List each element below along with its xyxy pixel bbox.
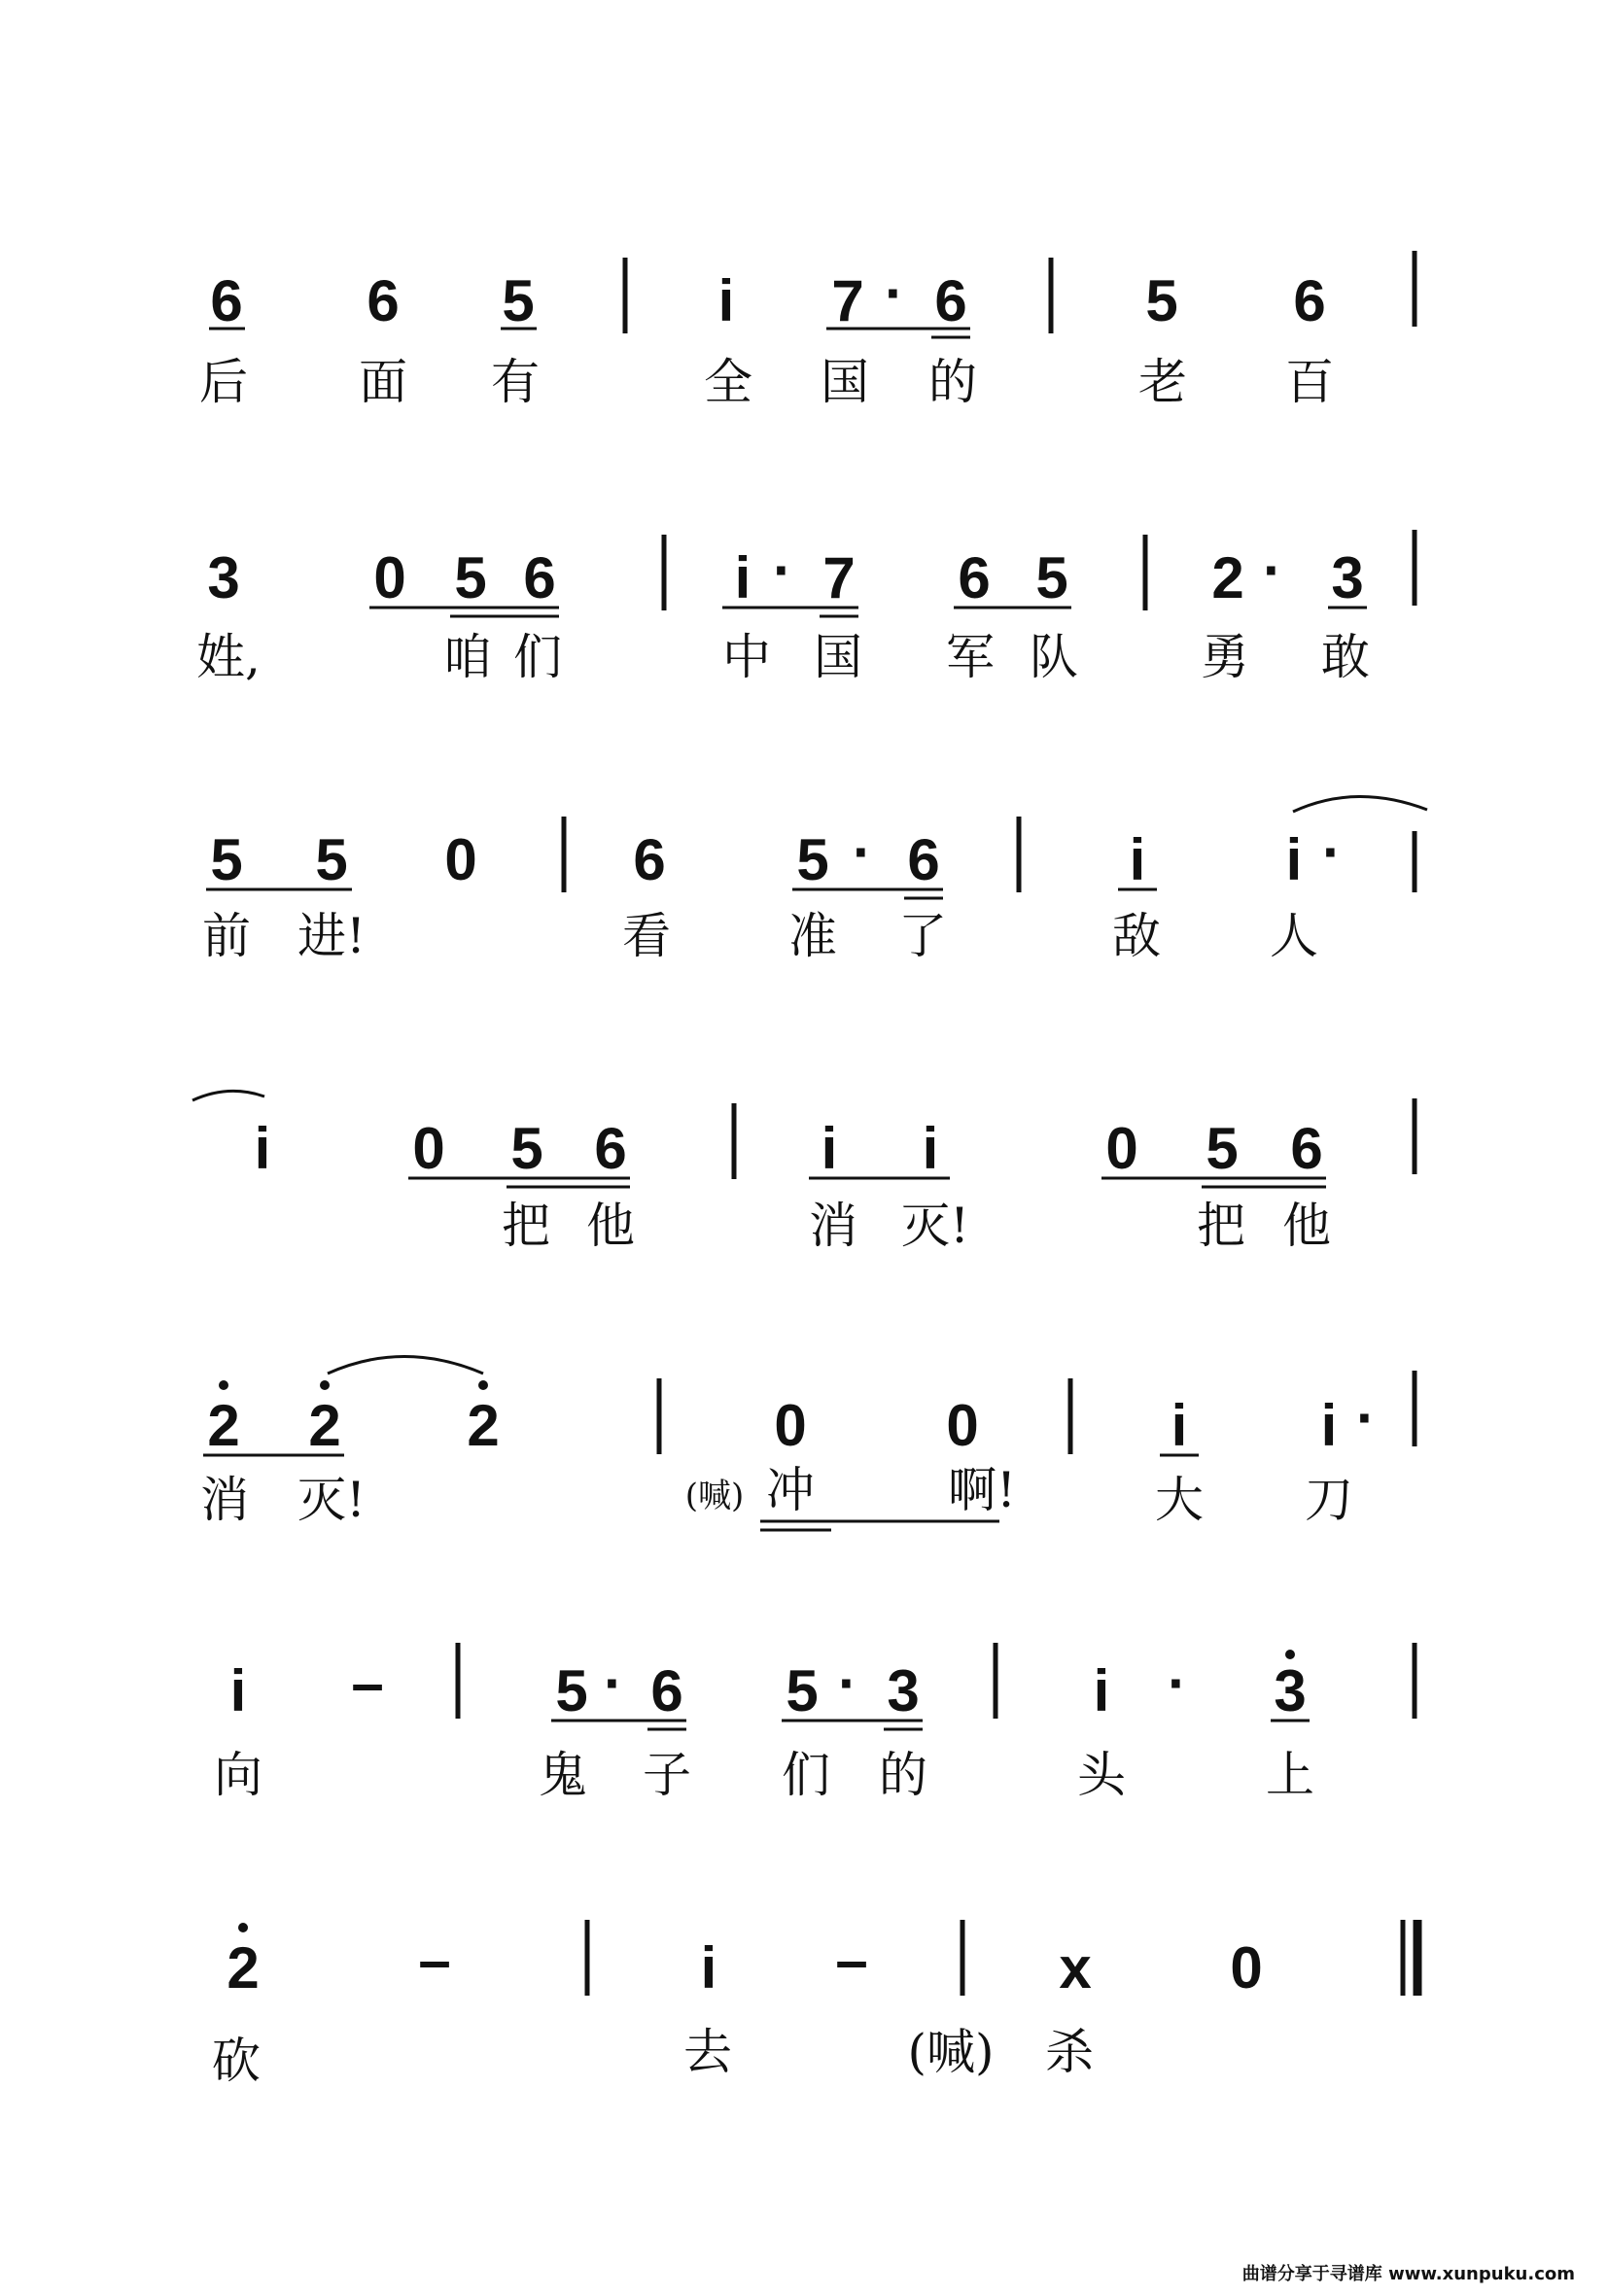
lyric: 面 [359, 354, 407, 410]
note: 6 [367, 268, 400, 333]
note: 3 [887, 1658, 920, 1723]
lyric: 灭! [297, 1472, 367, 1528]
note: x [1059, 1935, 1092, 2000]
lyric: 全 [704, 354, 752, 410]
score-row-6 [214, 1643, 1415, 1803]
high-dot [478, 1380, 488, 1390]
note: 5 [210, 827, 243, 892]
lyric: 灭! [900, 1198, 970, 1254]
note: i [254, 1116, 271, 1181]
lyric: 咱 [443, 629, 492, 685]
note: i [1320, 1393, 1338, 1458]
lyric: 头 [1077, 1747, 1126, 1803]
note: 0 [444, 827, 477, 892]
tie [328, 1357, 483, 1374]
note: 0 [373, 545, 406, 610]
note: 7 [822, 545, 856, 610]
note: i [821, 1116, 838, 1181]
note: 6 [523, 545, 556, 610]
lyric: 砍 [212, 2033, 261, 2089]
dot: · [604, 1651, 623, 1716]
lyric: 大 [1155, 1472, 1204, 1528]
note: 0 [1230, 1935, 1263, 2000]
lyric: 姓, [196, 629, 261, 685]
note: 6 [1293, 268, 1326, 333]
lyric: 向 [214, 1747, 262, 1803]
note: 5 [1145, 268, 1178, 333]
note: i [922, 1116, 939, 1181]
score-row-7 [212, 1920, 1417, 2089]
note: 6 [633, 827, 666, 892]
high-dot [219, 1380, 228, 1390]
note: 3 [1331, 545, 1364, 610]
note: 6 [958, 545, 991, 610]
note: 5 [796, 827, 829, 892]
note: 5 [786, 1658, 819, 1723]
lyric: 中 [722, 629, 771, 685]
lyric: 队 [1030, 629, 1078, 685]
lyric: 老 [1138, 354, 1187, 410]
tie [1293, 796, 1427, 812]
lyric: 消 [809, 1198, 857, 1254]
lyric: 军 [946, 629, 995, 685]
note: 5 [315, 827, 348, 892]
score-row-2 [196, 530, 1415, 685]
lyric: 敢 [1321, 629, 1370, 685]
lyric: 他 [1282, 1198, 1331, 1254]
note: 6 [650, 1658, 683, 1723]
dot: · [1263, 538, 1282, 603]
lyric: 把 [502, 1198, 550, 1254]
note: 0 [774, 1393, 807, 1458]
lyric: 百 [1285, 354, 1334, 410]
lyric: 把 [1197, 1198, 1245, 1254]
note: i [1093, 1658, 1110, 1723]
lyric: 上 [1266, 1747, 1314, 1803]
note: 2 [308, 1393, 341, 1458]
lyric: 准 [788, 908, 837, 964]
note: 0 [412, 1116, 445, 1181]
note: 3 [1274, 1658, 1307, 1723]
note: 5 [1035, 545, 1068, 610]
dot: · [853, 819, 872, 885]
note: 0 [1105, 1116, 1138, 1181]
dot: · [838, 1651, 857, 1716]
note: 5 [510, 1116, 543, 1181]
lyric: 的 [928, 354, 977, 410]
note: – [351, 1651, 384, 1716]
lyric: 冲 [766, 1462, 815, 1518]
dot: · [1356, 1385, 1376, 1450]
lyric: 后 [199, 354, 248, 410]
note: 2 [227, 1935, 260, 2000]
dot: · [1168, 1651, 1187, 1716]
high-dot [238, 1923, 248, 1932]
lyric: 们 [782, 1747, 830, 1803]
tie [192, 1091, 264, 1100]
lyric: 杀 [1045, 2024, 1094, 2080]
score-row-5 [200, 1357, 1415, 1531]
note: 6 [907, 827, 940, 892]
note: 2 [207, 1393, 240, 1458]
lyric: 去 [683, 2024, 732, 2080]
lyric: 国 [814, 629, 862, 685]
note: 0 [946, 1393, 979, 1458]
lyric: 刀 [1305, 1472, 1353, 1528]
note: 6 [934, 268, 967, 333]
lyric: (喊) [907, 2024, 995, 2080]
score-row-4 [192, 1091, 1415, 1254]
lyric: 们 [513, 629, 562, 685]
lyric: 鬼 [539, 1747, 587, 1803]
note: i [229, 1658, 247, 1723]
lyric: 国 [821, 354, 869, 410]
lyric: 的 [879, 1747, 927, 1803]
lyric: 前 [202, 908, 251, 964]
note: 6 [210, 268, 243, 333]
note: i [1129, 827, 1146, 892]
lyric: 他 [586, 1198, 635, 1254]
lyric: 了 [898, 908, 947, 964]
high-dot [320, 1380, 330, 1390]
note: 3 [207, 545, 240, 610]
note: – [418, 1928, 451, 1993]
footer-credit: 曲谱分享于寻谱库 www.xunpuku.com [1241, 2264, 1575, 2284]
note: i [700, 1935, 717, 2000]
shout-annotation: (喊) [684, 1477, 745, 1515]
note: 2 [1211, 545, 1244, 610]
note: 5 [454, 545, 487, 610]
note: – [835, 1928, 868, 1993]
lyric: 子 [643, 1747, 691, 1803]
note: i [734, 545, 752, 610]
dot: · [773, 538, 792, 603]
note: 6 [594, 1116, 627, 1181]
note: 2 [467, 1393, 500, 1458]
dot: · [1322, 819, 1342, 885]
score-row-1 [199, 251, 1415, 410]
lyric: 消 [200, 1472, 249, 1528]
note: i [1285, 827, 1303, 892]
note: 5 [1206, 1116, 1239, 1181]
note: 6 [1290, 1116, 1323, 1181]
note: 7 [831, 268, 864, 333]
lyric: 有 [491, 354, 540, 410]
note: i [1171, 1393, 1188, 1458]
score-row-3 [202, 796, 1427, 964]
lyric: 勇 [1201, 629, 1249, 685]
lyric: 进! [297, 908, 367, 964]
lyric: 人 [1270, 908, 1318, 964]
lyric: 敌 [1112, 908, 1161, 964]
note: i [717, 268, 735, 333]
note: 5 [502, 268, 535, 333]
lyric: 看 [622, 908, 671, 964]
dot: · [885, 261, 904, 326]
lyric: 啊! [947, 1462, 1017, 1518]
note: 5 [555, 1658, 588, 1723]
